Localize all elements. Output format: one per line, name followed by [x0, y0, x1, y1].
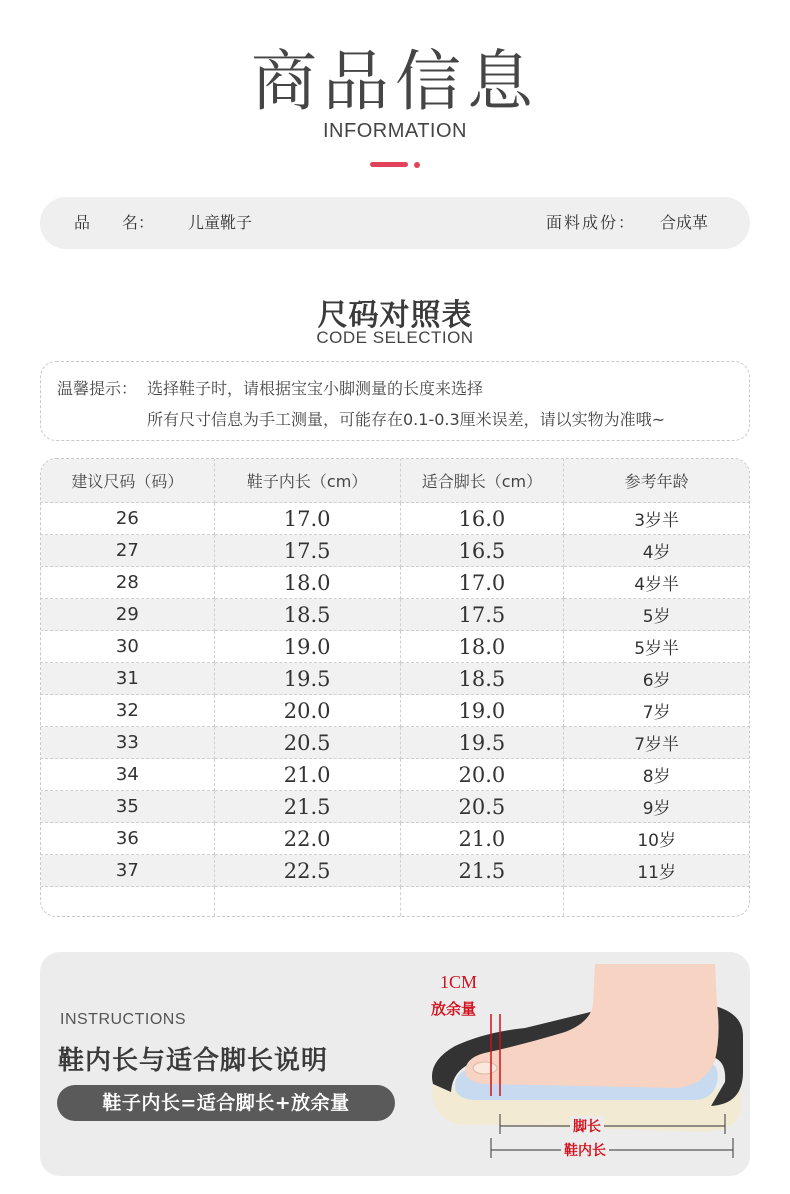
table-row: [41, 535, 750, 567]
size-cell: 30: [41, 631, 215, 663]
inner-length-cell: 22.0: [214, 823, 400, 855]
age-cell: 11岁: [564, 855, 750, 887]
foot-shape: [465, 964, 719, 1088]
inner-length-cell: 21.0: [214, 759, 400, 791]
toe-nail: [473, 1062, 497, 1074]
table-row: [41, 599, 750, 631]
notice-text-2: 所有尺寸信息为手工测量，可能存在0.1-0.3厘米误差，请以实物为准哦~: [147, 410, 666, 429]
inner-length-cell: 17.0: [214, 503, 400, 535]
age-cell: 9岁: [564, 791, 750, 823]
table-row: [41, 695, 750, 727]
age-cell: 10岁: [564, 823, 750, 855]
foot-length-cell: 19.0: [400, 695, 564, 727]
notice-label: 温馨提示：: [57, 379, 138, 398]
header-size: 建议尺码（码）: [41, 459, 215, 503]
inner-length-cell: 18.0: [214, 567, 400, 599]
material-value: 合成革: [660, 213, 709, 232]
size-cell: 35: [41, 791, 215, 823]
inner-length-cell: 22.5: [214, 855, 400, 887]
header-foot-length: 适合脚长（cm）: [400, 459, 564, 503]
table-row: [41, 727, 750, 759]
header-inner-length: 鞋子内长（cm）: [214, 459, 400, 503]
foot-length-cell: 16.0: [400, 503, 564, 535]
notice-box: [40, 361, 750, 441]
age-cell: 7岁半: [564, 727, 750, 759]
size-cell: 36: [41, 823, 215, 855]
inner-length-cell: 17.5: [214, 535, 400, 567]
instructions-panel: [40, 952, 750, 1176]
allowance-value: 1CM: [440, 972, 478, 992]
size-table: [40, 458, 750, 917]
notice-line-1: [57, 376, 483, 399]
inner-length-cell: 21.5: [214, 791, 400, 823]
instructions-title: 鞋内长与适合脚长说明: [58, 1046, 329, 1076]
foot-length-cell: 18.0: [400, 631, 564, 663]
notice-text-1: 选择鞋子时，请根据宝宝小脚测量的长度来选择: [147, 379, 484, 398]
age-cell: 7岁: [564, 695, 750, 727]
age-cell: 3岁半: [564, 503, 750, 535]
foot-length-cell: 19.5: [400, 727, 564, 759]
formula-pill: 鞋子内长=适合脚长+放余量: [57, 1085, 395, 1121]
foot-length-cell: 20.5: [400, 791, 564, 823]
table-row: [41, 663, 750, 695]
accent-bar: [370, 162, 408, 167]
table-row-empty: [41, 887, 750, 918]
table-row: [41, 855, 750, 887]
inner-length-cell: 19.5: [214, 663, 400, 695]
material-label: 面料成份：: [546, 213, 637, 232]
foot-length-cell: 21.0: [400, 823, 564, 855]
size-cell: 37: [41, 855, 215, 887]
table-row: [41, 791, 750, 823]
page-title: 商品信息: [251, 43, 539, 120]
table-row: [41, 503, 750, 535]
foot-length-cell: 20.0: [400, 759, 564, 791]
size-cell: 34: [41, 759, 215, 791]
product-info-bar: [40, 197, 750, 249]
table-row: [41, 631, 750, 663]
size-section-subtitle: CODE SELECTION: [316, 328, 474, 347]
inner-length-cell: 20.5: [214, 727, 400, 759]
table-header-row: [41, 459, 750, 503]
table-row: [41, 759, 750, 791]
size-cell: 33: [41, 727, 215, 759]
size-cell: 27: [41, 535, 215, 567]
inner-length-cell: 20.0: [214, 695, 400, 727]
table-row: [41, 567, 750, 599]
foot-length-cell: 16.5: [400, 535, 564, 567]
page-subtitle: INFORMATION: [322, 120, 467, 142]
size-cell: 26: [41, 503, 215, 535]
foot-length-cell: 21.5: [400, 855, 564, 887]
product-name-label: 品 名：: [74, 213, 155, 232]
size-cell: 31: [41, 663, 215, 695]
size-cell: 32: [41, 695, 215, 727]
product-name-value: 儿童靴子: [188, 213, 253, 232]
inner-length-label: 鞋内长: [561, 1140, 609, 1160]
instructions-en-label: INSTRUCTIONS: [60, 1011, 186, 1028]
age-cell: 5岁半: [564, 631, 750, 663]
table-row: [41, 823, 750, 855]
foot-length-cell: 18.5: [400, 663, 564, 695]
inner-length-cell: 18.5: [214, 599, 400, 631]
age-cell: 4岁半: [564, 567, 750, 599]
size-cell: 28: [41, 567, 215, 599]
accent-dot: [414, 162, 420, 168]
size-cell: 29: [41, 599, 215, 631]
allowance-label: 放余量: [431, 1000, 477, 1018]
header-age: 参考年龄: [564, 459, 750, 503]
inner-length-cell: 19.0: [214, 631, 400, 663]
age-cell: 5岁: [564, 599, 750, 631]
size-section-title: 尺码对照表: [317, 298, 473, 333]
foot-length-cell: 17.5: [400, 599, 564, 631]
age-cell: 6岁: [564, 663, 750, 695]
age-cell: 4岁: [564, 535, 750, 567]
age-cell: 8岁: [564, 759, 750, 791]
foot-length-label: 脚长: [570, 1116, 604, 1136]
foot-length-cell: 17.0: [400, 567, 564, 599]
